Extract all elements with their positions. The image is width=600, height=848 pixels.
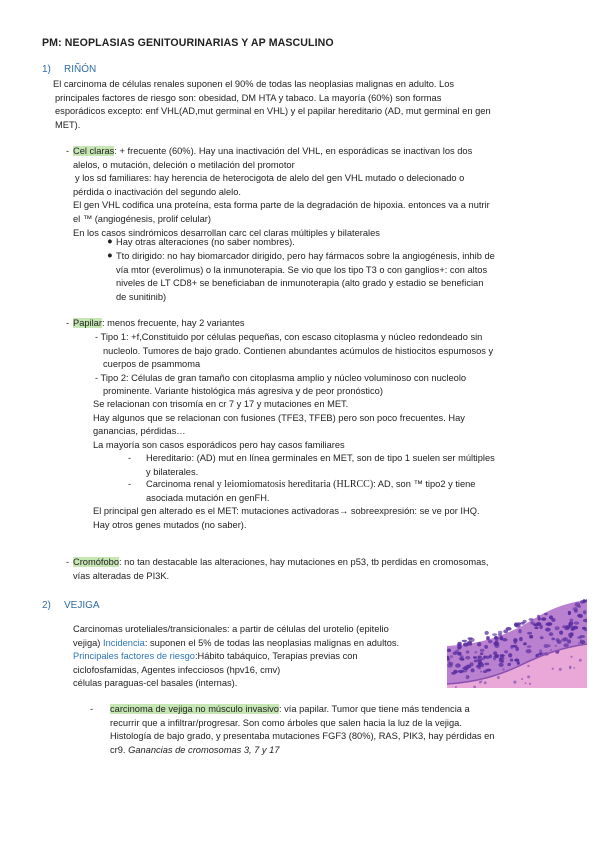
non-invasive-line1: [110, 703, 494, 717]
paragraph-line: El principal gen alterado es el MET: mutaciones activadoras→ sobreexpresión: se ve por IHQ.: [93, 506, 480, 516]
paragraph-line: El carcinoma de células renales suponen el 90% de todas las neoplasias malignas en adulto. Los: [53, 79, 455, 89]
micrograph-stroma-cell: [521, 678, 523, 680]
micrograph-nucleus: [568, 611, 571, 615]
micrograph-nucleus: [477, 642, 481, 646]
page-title: PM: NEOPLASIAS GENITOURINARIAS Y AP MASCULINO: [42, 37, 334, 49]
paragraph-line: cuerpos de psammoma: [103, 359, 201, 370]
hlrcc-name: y leiomiomatosis hereditaria (HLRCC): [216, 479, 374, 490]
micrograph-nucleus: [559, 631, 563, 635]
micrograph-nucleus: [508, 653, 512, 657]
paragraph-line: Se relacionan con trisomía en cr 7 y 17 y mutaciones en MET.: [93, 399, 349, 409]
micrograph-nucleus: [555, 626, 560, 630]
paragraph-line: MET).: [55, 119, 81, 130]
micrograph-stroma-cell: [484, 681, 487, 684]
micrograph-nucleus: [455, 649, 459, 653]
paragraph-line: asociada mutación en genFH.: [146, 492, 270, 503]
micrograph-nucleus: [459, 658, 464, 661]
micrograph-nucleus: [571, 627, 576, 631]
micrograph-stroma-cell: [448, 661, 451, 664]
micrograph-nucleus: [519, 637, 523, 641]
micrograph-nucleus: [541, 617, 546, 620]
papillary-text: : menos frecuente, hay 2 variantes: [101, 318, 245, 328]
micrograph-nucleus: [484, 663, 489, 666]
micrograph-nucleus: [481, 658, 485, 660]
bladder-text: : suponen el 5% de todas las neoplasias malignas en adultos.: [144, 637, 400, 648]
micrograph-stroma-cell: [529, 683, 531, 685]
paragraph-line: y bilaterales.: [146, 466, 199, 477]
bullet-text: [116, 250, 495, 304]
micrograph-stroma-cell: [558, 642, 560, 644]
micrograph-nucleus: [494, 644, 499, 648]
paragraph-line: [110, 744, 494, 758]
section-kidney-number: 1): [42, 64, 51, 75]
risk-label: Principales factores de riesgo: [73, 651, 195, 662]
micrograph-nucleus: [573, 607, 578, 611]
micrograph-nucleus: [484, 645, 488, 649]
micrograph-nucleus: [465, 668, 469, 670]
micrograph-stroma-cell: [455, 686, 457, 688]
micrograph-nucleus: [523, 642, 527, 645]
micrograph-stroma-cell: [539, 649, 542, 652]
hlrcc-text: : AD, son ™ tipo2 y tiene: [373, 479, 476, 489]
micrograph-stroma-cell: [510, 646, 513, 649]
micrograph-nucleus: [499, 658, 503, 662]
paragraph-line: alelos, o mutación, deleción o metilación del promotor: [73, 159, 295, 170]
micrograph-nucleus: [498, 633, 502, 636]
micrograph-svg: [447, 586, 587, 688]
micrograph-stroma-cell: [550, 649, 552, 651]
non-invasive-label: carcinoma de vejiga no músculo invasivo: [110, 704, 279, 714]
micrograph-nucleus: [485, 656, 490, 659]
micrograph-nucleus: [510, 658, 513, 661]
list-dash: -: [66, 557, 70, 567]
non-invasive-text: cr9.: [110, 744, 129, 755]
clear-cell-label: Cel claras: [73, 146, 115, 156]
micrograph-nucleus: [568, 623, 571, 626]
clear-cell-text: : + frecuente (60%). Hay una inactivación del VHL, en esporádicas se inactivan los dos: [114, 146, 473, 156]
clear-cell-line1: [73, 145, 490, 159]
paragraph-line: Hay algunos que se relacionan con fusiones (TFE3, TFEB) pero son poco frecuentes. Hay: [93, 412, 465, 423]
micrograph-stroma-cell: [513, 681, 516, 684]
bladder-text: :Hábito tabáquico, Terapias previas con: [194, 651, 358, 662]
micrograph-nucleus: [545, 628, 551, 632]
micrograph-nucleus: [503, 630, 508, 634]
chromosome-gains: Ganancias de cromosomas 3, 7 y 17: [128, 744, 280, 755]
micrograph-nucleus: [465, 656, 470, 660]
micrograph-nucleus: [488, 640, 493, 644]
section-kidney-heading: RIÑÓN: [64, 64, 97, 75]
paragraph-line: Tto dirigido: no hay biomarcador dirigido, pero hay fármacos sobre la angiogénesis, inhib de: [116, 251, 495, 261]
micrograph-stroma-cell: [527, 675, 530, 678]
micrograph-stroma-cell: [570, 656, 572, 658]
paragraph-line: células paraguas-cel basales (internas).: [73, 678, 238, 689]
paragraph-line: recurrir que a infiltrar/progresar. Son como árboles que salen hacia la luz de la vejiga.: [110, 717, 462, 728]
micrograph-nucleus: [570, 619, 574, 622]
list-dash: -: [128, 453, 132, 463]
micrograph-nucleus: [515, 647, 519, 651]
micrograph-stroma-cell: [555, 645, 557, 647]
micrograph-nucleus: [544, 613, 548, 616]
paragraph-line: nucleolo. Tumores de bajo grado. Contienen abundantes acúmulos de histiocitos espumosos y: [103, 345, 494, 356]
micrograph-nucleus: [459, 645, 462, 649]
paragraph-line: La mayoría son casos esporádicos pero hay casos familiares: [93, 439, 345, 450]
micrograph-nucleus: [474, 660, 478, 663]
bladder-intro: [73, 623, 399, 691]
micrograph-stroma-cell: [479, 681, 482, 684]
micrograph-nucleus: [470, 662, 474, 666]
paragraph-line: [146, 478, 475, 492]
micrograph-nucleus: [534, 627, 538, 630]
micrograph-nucleus: [455, 663, 461, 667]
micrograph-stroma-cell: [527, 665, 529, 667]
micrograph-nucleus: [529, 618, 534, 621]
urothelium-micrograph: [447, 586, 587, 688]
micrograph-nucleus: [451, 672, 456, 675]
paragraph-line: ciclofosfamidas, Agentes infecciosos (hpv16, cmv): [73, 664, 281, 675]
micrograph-nucleus: [494, 636, 498, 640]
micrograph-nucleus: [551, 638, 555, 641]
micrograph-nucleus: [466, 650, 470, 653]
micrograph-nucleus: [579, 635, 585, 638]
papillary-notes: [93, 398, 465, 452]
papillary-label: Papilar: [73, 318, 102, 328]
micrograph-nucleus: [507, 663, 511, 666]
papillary-line1: [73, 317, 245, 331]
micrograph-nucleus: [527, 632, 532, 635]
micrograph-stroma-cell: [458, 670, 460, 672]
micrograph-nucleus: [546, 623, 552, 626]
micrograph-stroma-cell: [502, 668, 504, 670]
micrograph-stroma-cell: [548, 644, 551, 647]
micrograph-nucleus: [513, 638, 518, 642]
paragraph-line: pérdida o inactivación del segundo alelo.: [73, 186, 241, 197]
micrograph-nucleus: [517, 661, 520, 664]
micrograph-nucleus: [493, 651, 497, 655]
section-bladder-heading: VEJIGA: [64, 600, 100, 611]
micrograph-nucleus: [529, 635, 533, 639]
micrograph-nucleus: [478, 662, 483, 665]
micrograph-nucleus: [486, 637, 490, 640]
micrograph-nucleus: [549, 632, 554, 636]
bullet-dot: ●: [107, 250, 113, 260]
paragraph-line: Hay otros genes mutados (no saber).: [93, 519, 247, 530]
list-dash: -: [90, 704, 94, 714]
micrograph-nucleus: [514, 622, 519, 626]
paragraph-line: - Tipo 1: +f,Constituido por células pequeñas, con escaso citoplasma y núcleo redondeado sin: [95, 332, 483, 342]
paragraph-line: el ™ (angiogénesis, prolif celular): [73, 213, 211, 224]
micrograph-nucleus: [583, 610, 586, 614]
micrograph-nucleus: [520, 622, 524, 625]
micrograph-nucleus: [473, 656, 477, 658]
micrograph-nucleus: [493, 656, 496, 660]
non-invasive-text: : vía papilar. Tumor que tiene más tendencia a: [278, 704, 470, 714]
micrograph-nucleus: [514, 659, 519, 662]
micrograph-nucleus: [567, 639, 571, 643]
bullet-text: Hay otras alteraciones (no saber nombres).: [116, 237, 295, 247]
familial-hereditary: [146, 452, 495, 479]
papillary-closing: [93, 505, 480, 532]
micrograph-nucleus: [471, 668, 475, 672]
micrograph-nucleus: [485, 631, 489, 635]
chromophobe-block: [73, 556, 489, 583]
paragraph-line: de sunitinib): [116, 291, 167, 302]
micrograph-nucleus: [582, 627, 586, 630]
micrograph-nucleus: [563, 643, 568, 647]
micrograph-nucleus: [478, 656, 482, 659]
list-dash: -: [66, 318, 70, 328]
paragraph-line: prominente. Variante histológica más agresiva y de peor pronóstico): [103, 386, 383, 397]
paragraph-line: vía mtor (everolimus) o la inmunoterapia. Se vio que los tipo T3 o con ganglios+: con altos: [116, 264, 488, 275]
bullet-dot: ●: [107, 236, 113, 246]
micrograph-stroma-cell: [579, 659, 582, 662]
bladder-text: vejiga): [73, 637, 103, 648]
micrograph-nucleus: [468, 637, 473, 640]
micrograph-nucleus: [467, 642, 472, 646]
micrograph-nucleus: [480, 652, 483, 655]
micrograph-nucleus: [480, 649, 485, 652]
list-dash: -: [66, 146, 70, 156]
paragraph-line: esporádicos excepto: enf VHL(AD,mut germinal en VHL) y el papilar hereditario (AD, mut germinal en gen: [55, 106, 491, 117]
list-dash: -: [128, 479, 132, 489]
micrograph-nucleus: [538, 617, 541, 621]
section-bladder-number: 2): [42, 600, 51, 611]
paragraph-line: vías alteradas de PI3K.: [73, 570, 170, 581]
kidney-intro: [53, 78, 491, 132]
micrograph-nucleus: [499, 636, 503, 640]
micrograph-stroma-cell: [573, 667, 575, 669]
micrograph-stroma-cell: [580, 639, 583, 642]
micrograph-nucleus: [447, 649, 451, 653]
micrograph-stroma-cell: [480, 671, 482, 673]
paragraph-line: - Tipo 2: Células de gran tamaño con citoplasma amplio y núcleo voluminoso con nucleolo: [95, 372, 467, 383]
chromophobe-line1: [73, 556, 489, 570]
micrograph-nucleus: [577, 614, 583, 618]
paragraph-line: Histología de bajo grado, y presentaba mutaciones FGF3 (80%), RAS, PIK3, hay pérdidas en: [110, 731, 495, 742]
micrograph-stroma-cell: [497, 676, 500, 679]
micrograph-nucleus: [476, 665, 481, 668]
micrograph-nucleus: [499, 663, 504, 667]
paragraph-line: En los casos sindrómicos desarrollan carc cel claras múltiples y bilaterales: [73, 227, 380, 238]
micrograph-stroma-cell: [578, 642, 580, 644]
micrograph-nucleus: [574, 621, 580, 624]
micrograph-nucleus: [565, 625, 570, 629]
familial-hlrcc: [146, 478, 475, 505]
clear-cell-block: [73, 145, 490, 240]
micrograph-stroma-cell: [559, 668, 562, 671]
micrograph-stroma-cell: [450, 655, 453, 658]
micrograph-nucleus: [575, 602, 581, 607]
micrograph-stroma-cell: [525, 682, 527, 684]
micrograph-nucleus: [580, 600, 584, 604]
micrograph-stroma-cell: [475, 651, 478, 654]
micrograph-nucleus: [561, 638, 566, 642]
micrograph-nucleus: [540, 636, 544, 639]
paragraph-line: y los sd familiares: hay herencia de heterocigota de alelo del gen VHL mutado o delecionado o: [75, 173, 465, 184]
micrograph-nucleus: [551, 618, 555, 622]
micrograph-nucleus: [526, 649, 532, 653]
paragraph-line: [73, 650, 399, 664]
papillary-types: [95, 331, 493, 399]
micrograph-stroma-cell: [552, 668, 554, 670]
micrograph-nucleus: [568, 633, 573, 637]
paragraph-line: ganancias, pérdidas…: [93, 426, 186, 437]
micrograph-nucleus: [492, 633, 497, 636]
micrograph-nucleus: [462, 640, 467, 642]
micrograph-nucleus: [533, 623, 539, 626]
micrograph-nucleus: [527, 645, 532, 648]
paragraph-line: principales factores de riesgo son: obesidad, DM HTA y tabaco. La mayoría (60%) son formas: [55, 92, 442, 103]
paragraph-line: Hereditario: (AD) mut en línea germinales en MET, son de tipo 1 suelen ser múltiples: [146, 453, 495, 463]
paragraph-line: El gen VHL codifica una proteína, esta forma parte de la degradación de hipoxia. entonces va a nutrir: [73, 200, 490, 211]
chromophobe-label: Cromófobo: [73, 557, 119, 567]
paragraph-line: Carcinomas uroteliales/transicionales: a partir de células del urotelio (epitelio: [73, 624, 389, 634]
micrograph-nucleus: [504, 650, 508, 653]
hlrcc-text: Carcinoma renal: [146, 479, 217, 489]
micrograph-stroma-cell: [569, 666, 572, 669]
paragraph-line: niveles de LT CD8+ se beneficiaban de inmunoterapia (alto grado y estadio se benefician: [116, 278, 484, 289]
micrograph-stroma-cell: [468, 676, 470, 678]
paragraph-line: [73, 637, 399, 651]
micrograph-nucleus: [483, 670, 487, 673]
non-invasive-block: [110, 703, 494, 757]
incidence-label: Incidencia: [102, 637, 145, 648]
chromophobe-text: : no tan destacable las alteraciones, hay mutaciones en p53, tb perdidas en cromosomas,: [119, 557, 489, 567]
micrograph-nucleus: [518, 629, 521, 633]
